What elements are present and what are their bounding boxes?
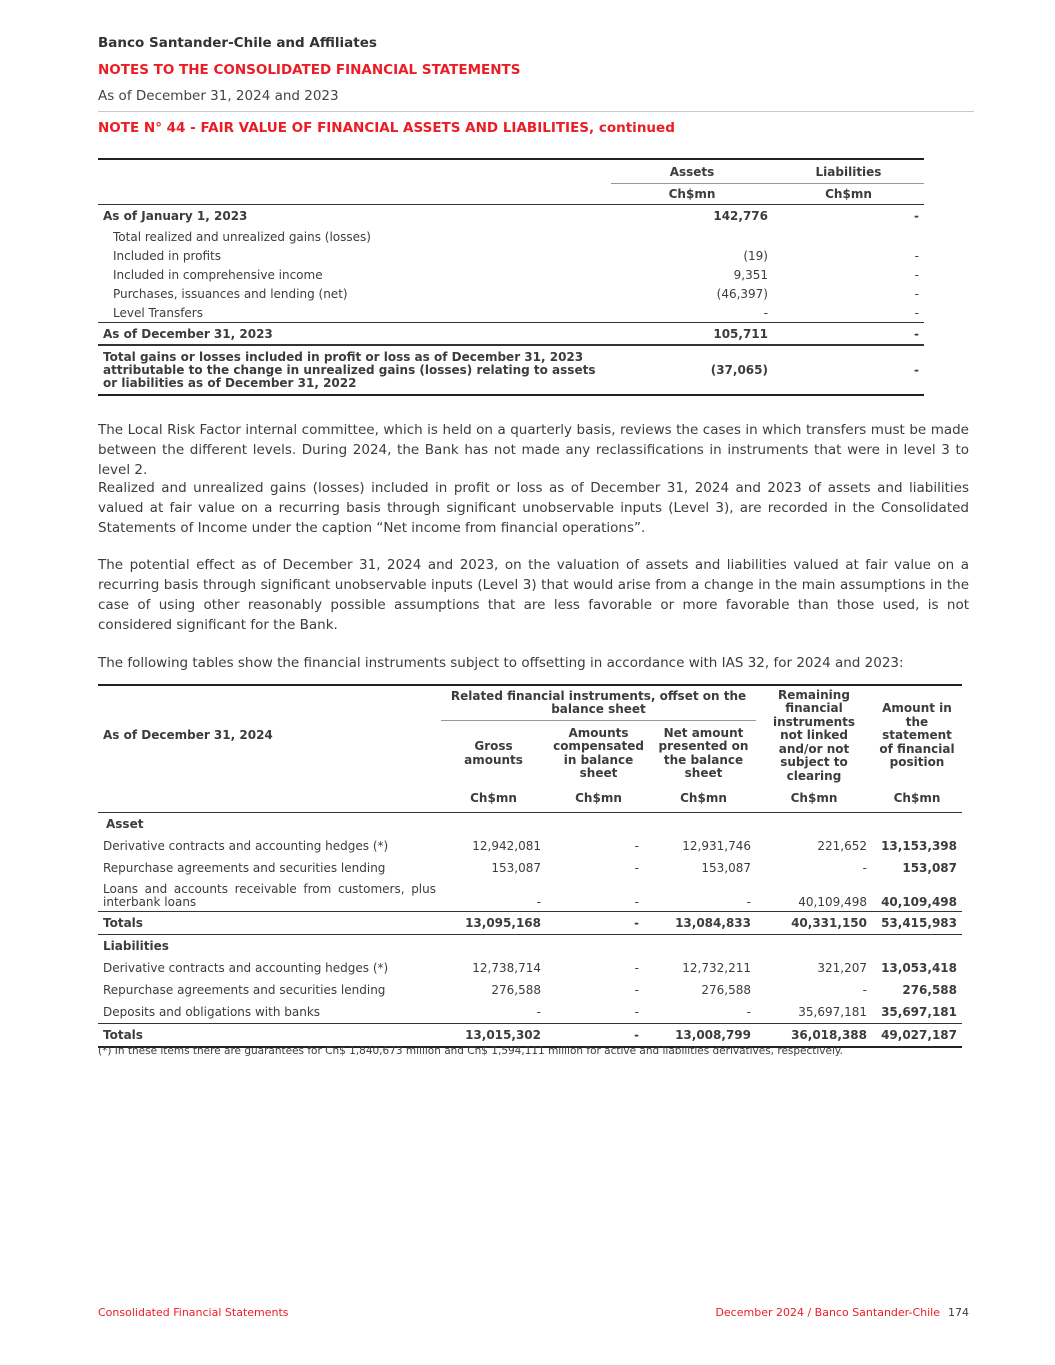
remaining-value: 40,109,498 [798,895,867,909]
col-liabilities: Liabilities [815,164,882,179]
related-instruments-header: Related financial instruments, offset on the balance sheet [441,685,756,721]
totals-row-liabilities [98,1024,962,1048]
table-row [98,303,924,323]
liabilities-value: - [914,286,919,301]
assets-value: (37,065) [611,345,773,395]
gross-value: 13,015,302 [441,1024,546,1048]
unit-amount: Ch$mn [872,786,962,813]
row-label: Repurchase agreements and securities lending [103,861,386,875]
liabilities-value: - [914,267,919,282]
net-value: - [746,1005,751,1019]
amount-value: 13,053,418 [881,961,957,975]
report-date: As of December 31, 2024 and 2023 [98,88,339,104]
col-gross-amounts: Gross amounts [464,739,523,767]
assets-value [611,227,773,246]
amount-value: 13,153,398 [881,839,957,853]
section-row-liabilities [98,935,962,958]
assets-value: (19) [743,248,768,263]
row-label: Derivative contracts and accounting hedges (*) [103,961,389,975]
unit-compensated: Ch$mn [546,786,651,813]
liabilities-value: - [773,345,924,395]
remaining-value: - [862,983,867,997]
gross-value: 12,738,714 [472,961,541,975]
compensated-value: - [634,1005,639,1019]
compensated-value: - [634,895,639,909]
amount-value: 276,588 [902,983,957,997]
amount-value: 35,697,181 [881,1005,957,1019]
amount-value: 53,415,983 [872,912,962,935]
unit-remaining: Ch$mn [756,786,872,813]
footer-left: Consolidated Financial Statements [98,1306,289,1319]
row-label: Derivative contracts and accounting hedges (*) [103,839,389,853]
col-amount-statement: Amount in the statement of financial position [879,701,955,770]
table-row [98,246,924,265]
net-value: - [746,895,751,909]
table-row [98,265,924,284]
page-number: 174 [948,1306,969,1319]
table-row [98,205,924,228]
gross-value: 12,942,081 [472,839,541,853]
liabilities-value: - [773,323,924,346]
gross-value: - [536,1005,541,1019]
offsetting-table-2024 [98,684,962,1048]
net-value: 276,588 [701,983,751,997]
totals-row-assets [98,912,962,935]
gross-value: 276,588 [491,983,541,997]
remaining-value: 35,697,181 [798,1005,867,1019]
remaining-value: 221,652 [817,839,867,853]
unit-net: Ch$mn [651,786,756,813]
table-row [98,979,962,1001]
table-row [98,1001,962,1024]
liabilities-value: - [914,305,919,320]
assets-value: 9,351 [733,267,768,282]
section-row-asset [98,813,962,836]
row-label: Total gains or losses included in profit or loss as of December 31, 2023 attributable to the change in unrealized gains (losses) relating to assets or liabilities as of December 31, 2022 [98,345,611,395]
company-name: Banco Santander-Chile and Affiliates [98,35,377,51]
amount-value: 49,027,187 [872,1024,962,1048]
compensated-value: - [634,861,639,875]
paragraph-potential-effect: The potential effect as of December 31, 2024 and 2023, on the valuation of assets and liabilities valued at fair value on a recurring basis through significant unobservable inputs (Level 3) that would arise from a change in the main assumptions in the case of using other reasonably possible assumptions that are less favorable or more favorable than those used, is not considered significant for the Bank. [98,557,969,633]
table-row [98,284,924,303]
liabilities-value: - [914,248,919,263]
unit-gross: Ch$mn [441,786,546,813]
net-value: 13,084,833 [651,912,756,935]
net-value: 13,008,799 [651,1024,756,1048]
footer-report-name: December 2024 / Banco Santander-Chile [715,1306,940,1319]
row-label: Deposits and obligations with banks [103,1005,321,1019]
level3-reconciliation-table [98,158,924,396]
row-label: Total realized and unrealized gains (losses) [113,229,371,244]
paragraph-gains-losses: Realized and unrealized gains (losses) included in profit or loss as of December 31, 2024 and 2023 of assets and liabilities valued at fair value on a recurring basis through significant unobservable inputs (Level 3), are recorded in the Consolidated Statements of Income under the caption “Net income from financial operations”. [98,480,969,536]
liabilities-value [773,227,924,246]
compensated-value: - [546,1024,651,1048]
row-label: Purchases, issuances and lending (net) [113,286,348,301]
row-label: Totals [98,912,441,935]
unit-liabilities: Ch$mn [773,184,924,205]
row-label: Totals [98,1024,441,1048]
table2-title: As of December 31, 2024 [103,728,273,743]
compensated-value: - [546,912,651,935]
remaining-value: - [862,861,867,875]
remaining-value: 36,018,388 [756,1024,872,1048]
amount-value: 40,109,498 [881,895,957,909]
footer-right [715,1306,969,1319]
table-footnote: (*) In these items there are guarantees for Ch$ 1,840,673 million and Ch$ 1,594,111 million for active and liabilities derivatives, respectively. [98,1045,843,1057]
row-label: As of January 1, 2023 [103,209,248,223]
gross-value: 13,095,168 [441,912,546,935]
row-label: Included in profits [113,248,222,263]
paragraph-offsetting-intro: The following tables show the financial instruments subject to offsetting in accordance with IAS 32, for 2024 and 2023: [98,655,904,671]
assets-value: (46,397) [716,286,768,301]
net-value: 12,931,746 [682,839,751,853]
asset-label: Asset [106,817,144,831]
liabilities-value: - [914,209,919,223]
col-amounts-compensated: Amounts compensated in balance sheet [553,725,644,780]
table-row [98,835,962,857]
table-row [98,957,962,979]
net-value: 12,732,211 [682,961,751,975]
compensated-value: - [634,839,639,853]
net-value: 153,087 [701,861,751,875]
compensated-value: - [634,961,639,975]
unit-assets: Ch$mn [611,184,773,205]
compensated-value: - [634,983,639,997]
row-label: Included in comprehensive income [113,267,323,282]
section-title: NOTES TO THE CONSOLIDATED FINANCIAL STATEMENTS [98,62,521,78]
remaining-value: 40,331,150 [756,912,872,935]
assets-value: - [763,305,768,320]
amount-value: 153,087 [902,861,957,875]
col-remaining: Remaining financial instruments not linked and/or not subject to clearing [772,687,856,783]
assets-value: 105,711 [611,323,773,346]
row-label: Repurchase agreements and securities lending [103,983,386,997]
row-label: Level Transfers [113,305,203,320]
table-row [98,227,924,246]
row-label: As of December 31, 2023 [98,323,611,346]
table-row [98,345,924,395]
header-divider [98,111,974,112]
paragraph-risk-committee: The Local Risk Factor internal committee, which is held on a quarterly basis, reviews the cases in which transfers must be made between the different levels. During 2024, the Bank has not made any reclassifications in instruments that were in level 3 to level 2. [98,422,969,478]
note-title: NOTE N° 44 - FAIR VALUE OF FINANCIAL ASSETS AND LIABILITIES, continued [98,120,675,136]
col-assets: Assets [669,164,715,179]
liabilities-label: Liabilities [103,939,169,953]
table-row [98,879,962,912]
gross-value: 153,087 [491,861,541,875]
table-row [98,857,962,879]
row-label: Loans and accounts receivable from customers, plus interbank loans [103,882,436,909]
gross-value: - [536,895,541,909]
remaining-value: 321,207 [817,961,867,975]
assets-value: 142,776 [713,209,768,223]
col-net-amount: Net amount presented on the balance sheet [658,725,749,780]
table-row [98,323,924,346]
